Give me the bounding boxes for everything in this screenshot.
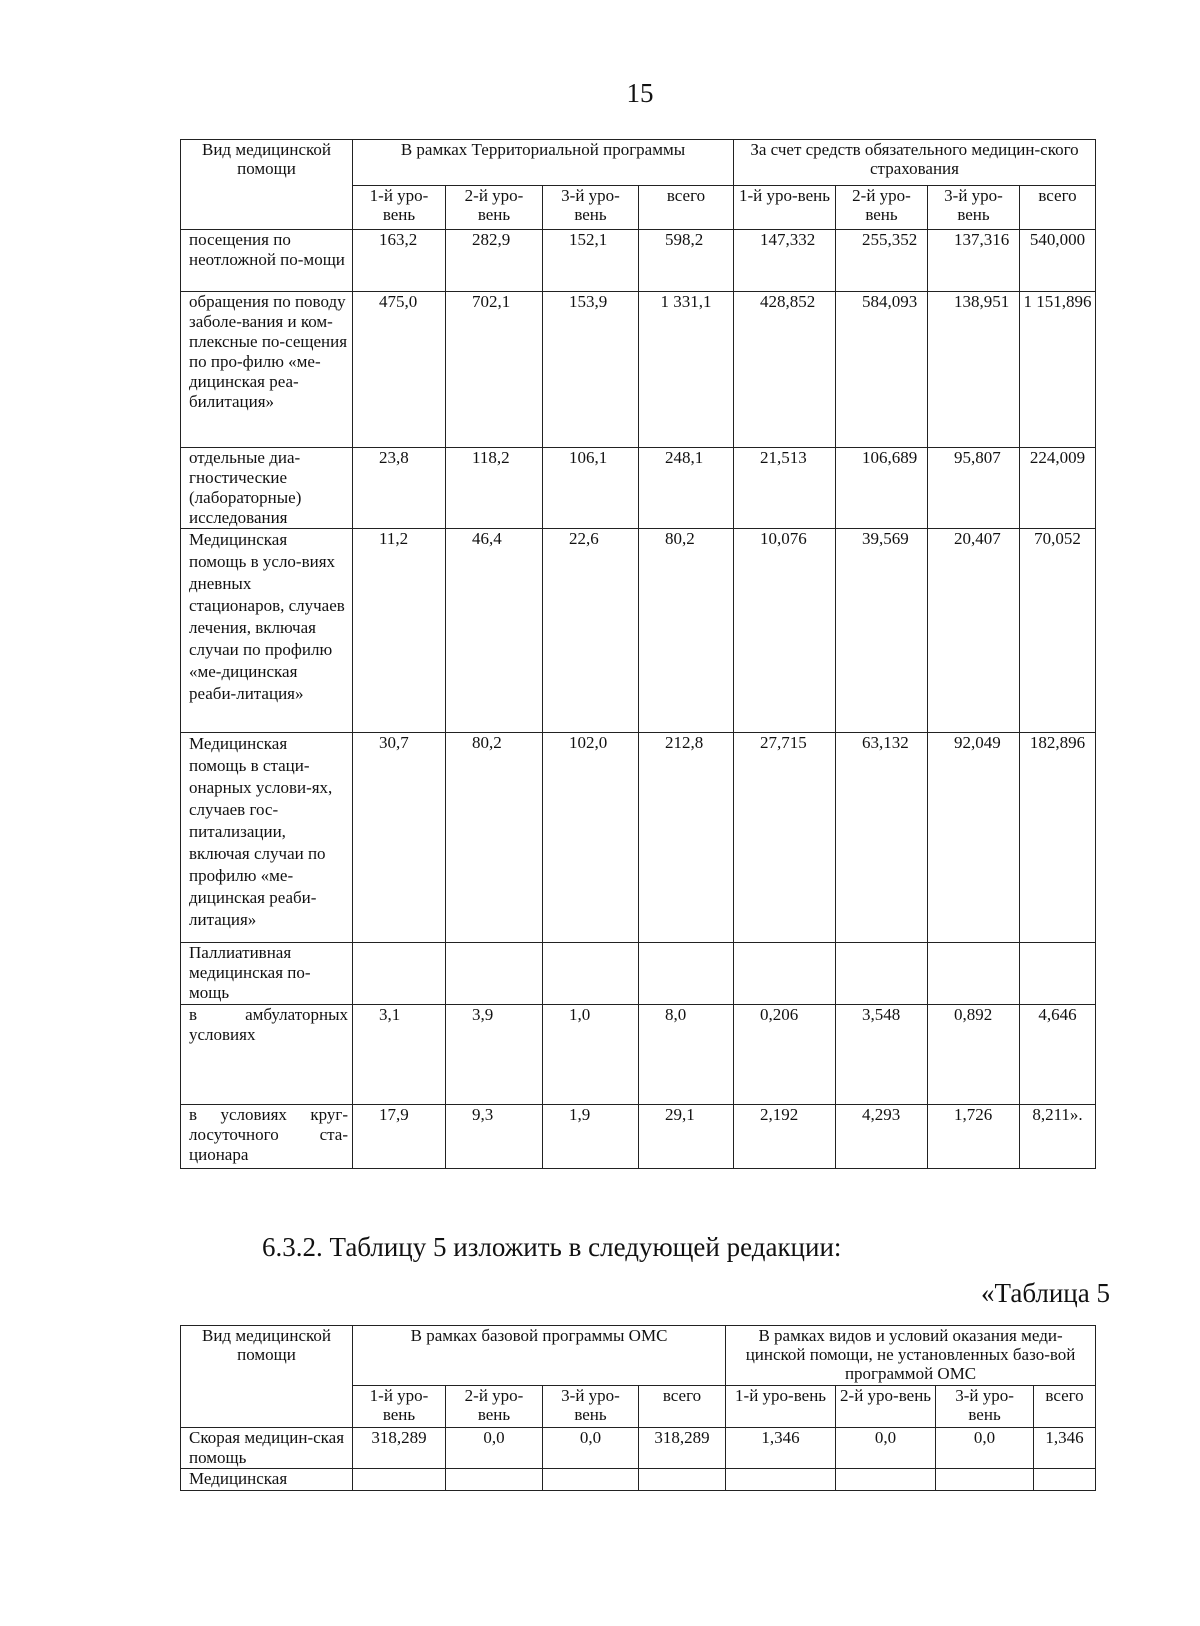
row-label: отдельные диа-гностические (лабораторные) исследования <box>181 448 353 529</box>
cell-empty <box>836 943 928 1005</box>
header-group-oms: За счет средств обязательного медицин-ского страхования <box>734 140 1096 186</box>
cell-empty <box>446 943 543 1005</box>
cell-value: 702,1 <box>446 292 543 448</box>
table-row <box>181 1469 1096 1491</box>
cell-value: 428,852 <box>734 292 836 448</box>
cell-value: 1,346 <box>726 1428 836 1469</box>
cell-value: 1,9 <box>543 1105 639 1169</box>
row-label: Паллиативная медицинская по-мощь <box>181 943 353 1005</box>
cell-empty <box>639 1469 726 1491</box>
row-label: в амбулаторных условиях <box>181 1005 353 1105</box>
header-kind: Вид медицинской помощи <box>181 1326 353 1428</box>
table-row <box>181 943 1096 1005</box>
header-level: 1-й уро-вень <box>734 186 836 230</box>
cell-empty <box>928 943 1020 1005</box>
cell-value: 20,407 <box>928 529 1020 733</box>
cell-value: 0,0 <box>543 1428 639 1469</box>
cell-value: 1,0 <box>543 1005 639 1105</box>
cell-value: 212,8 <box>639 733 734 943</box>
cell-value: 1 151,896 <box>1020 292 1096 448</box>
cell-value: 80,2 <box>639 529 734 733</box>
row-label: в условиях круг-лосуточного ста-ционара <box>181 1105 353 1169</box>
cell-empty <box>543 943 639 1005</box>
table-row <box>181 733 1096 943</box>
cell-value: 584,093 <box>836 292 928 448</box>
header-level: 3-й уро-вень <box>936 1386 1034 1428</box>
cell-value: 152,1 <box>543 230 639 292</box>
cell-value: 106,689 <box>836 448 928 529</box>
table-row <box>181 1005 1096 1105</box>
cell-value: 137,316 <box>928 230 1020 292</box>
cell-value: 30,7 <box>353 733 446 943</box>
cell-empty <box>726 1469 836 1491</box>
table-caption: «Таблица 5 <box>981 1278 1110 1308</box>
cell-empty <box>353 1469 446 1491</box>
header-level: 2-й уро-вень <box>836 1386 936 1428</box>
table-territorial-program <box>180 139 1096 1169</box>
header-level: 1-й уро-вень <box>353 1386 446 1428</box>
cell-value: 598,2 <box>639 230 734 292</box>
table-row <box>181 1428 1096 1469</box>
header-level: 2-й уро-вень <box>446 1386 543 1428</box>
cell-value: 540,000 <box>1020 230 1096 292</box>
cell-value: 2,192 <box>734 1105 836 1169</box>
table-row <box>181 1105 1096 1169</box>
cell-value: 8,211». <box>1020 1105 1096 1169</box>
header-total: всего <box>639 186 734 230</box>
cell-value: 4,293 <box>836 1105 928 1169</box>
cell-value: 153,9 <box>543 292 639 448</box>
cell-value: 182,896 <box>1020 733 1096 943</box>
table-row <box>181 230 1096 292</box>
cell-value: 102,0 <box>543 733 639 943</box>
cell-value: 22,6 <box>543 529 639 733</box>
header-kind: Вид медицинской помощи <box>181 140 353 230</box>
cell-empty <box>543 1469 639 1491</box>
cell-value: 23,8 <box>353 448 446 529</box>
row-label: Медицинская помощь в стаци-онарных услови-ях, случаев гос-питализации, включая случаи по профилю «ме-дицинская реаби-литация» <box>181 733 353 943</box>
cell-value: 0,0 <box>936 1428 1034 1469</box>
section-heading: 6.3.2. Таблицу 5 изложить в следующей редакции: <box>262 1232 842 1262</box>
cell-value: 282,9 <box>446 230 543 292</box>
header-level: 2-й уро-вень <box>446 186 543 230</box>
cell-value: 0,0 <box>836 1428 936 1469</box>
cell-value: 318,289 <box>639 1428 726 1469</box>
cell-empty <box>1034 1469 1096 1491</box>
cell-value: 138,951 <box>928 292 1020 448</box>
row-label: Медицинская помощь в усло-виях дневных стационаров, случаев лечения, включая случаи по профилю «ме-дицинская реаби-литация» <box>181 529 353 733</box>
table-row <box>181 292 1096 448</box>
table-5 <box>180 1325 1096 1491</box>
cell-value: 0,0 <box>446 1428 543 1469</box>
row-label: посещения по неотложной по-мощи <box>181 230 353 292</box>
row-label: обращения по поводу заболе-вания и ком-плексные по-сещения по про-филю «ме-дицинская реа-билитация» <box>181 292 353 448</box>
cell-value: 92,049 <box>928 733 1020 943</box>
cell-value: 3,9 <box>446 1005 543 1105</box>
cell-value: 163,2 <box>353 230 446 292</box>
cell-value: 8,0 <box>639 1005 734 1105</box>
header-group-base-oms: В рамках базовой программы ОМС <box>353 1326 726 1386</box>
cell-value: 1 331,1 <box>639 292 734 448</box>
cell-value: 46,4 <box>446 529 543 733</box>
cell-value: 0,892 <box>928 1005 1020 1105</box>
cell-value: 11,2 <box>353 529 446 733</box>
cell-value: 255,352 <box>836 230 928 292</box>
cell-value: 80,2 <box>446 733 543 943</box>
cell-empty <box>734 943 836 1005</box>
cell-empty <box>353 943 446 1005</box>
header-group-territorial: В рамках Территориальной программы <box>353 140 734 186</box>
cell-value: 3,1 <box>353 1005 446 1105</box>
cell-value: 318,289 <box>353 1428 446 1469</box>
header-level: 3-й уро-вень <box>543 186 639 230</box>
cell-value: 1,346 <box>1034 1428 1096 1469</box>
table-row <box>181 529 1096 733</box>
cell-value: 63,132 <box>836 733 928 943</box>
cell-empty <box>936 1469 1034 1491</box>
cell-value: 95,807 <box>928 448 1020 529</box>
cell-value: 39,569 <box>836 529 928 733</box>
row-label: Скорая медицин-ская помощь <box>181 1428 353 1469</box>
cell-value: 1,726 <box>928 1105 1020 1169</box>
cell-value: 29,1 <box>639 1105 734 1169</box>
header-level: 1-й уро-вень <box>726 1386 836 1428</box>
header-total: всего <box>639 1386 726 1428</box>
header-level: 3-й уро-вень <box>543 1386 639 1428</box>
cell-value: 224,009 <box>1020 448 1096 529</box>
cell-value: 17,9 <box>353 1105 446 1169</box>
cell-value: 3,548 <box>836 1005 928 1105</box>
cell-empty <box>639 943 734 1005</box>
cell-value: 10,076 <box>734 529 836 733</box>
header-level: 2-й уро-вень <box>836 186 928 230</box>
header-level: 1-й уро-вень <box>353 186 446 230</box>
cell-value: 118,2 <box>446 448 543 529</box>
header-level: 3-й уро-вень <box>928 186 1020 230</box>
cell-empty <box>446 1469 543 1491</box>
page-number: 15 <box>626 78 654 108</box>
header-total: всего <box>1020 186 1096 230</box>
cell-value: 0,206 <box>734 1005 836 1105</box>
cell-value: 70,052 <box>1020 529 1096 733</box>
cell-value: 147,332 <box>734 230 836 292</box>
cell-value: 4,646 <box>1020 1005 1096 1105</box>
cell-empty <box>836 1469 936 1491</box>
cell-value: 27,715 <box>734 733 836 943</box>
cell-value: 21,513 <box>734 448 836 529</box>
header-group-non-base: В рамках видов и условий оказания меди-цинской помощи, не установленных базо-вой программой ОМС <box>726 1326 1096 1386</box>
header-total: всего <box>1034 1386 1096 1428</box>
cell-value: 475,0 <box>353 292 446 448</box>
cell-value: 106,1 <box>543 448 639 529</box>
cell-value: 248,1 <box>639 448 734 529</box>
cell-value: 9,3 <box>446 1105 543 1169</box>
table-row <box>181 448 1096 529</box>
cell-empty <box>1020 943 1096 1005</box>
row-label: Медицинская <box>181 1469 353 1491</box>
